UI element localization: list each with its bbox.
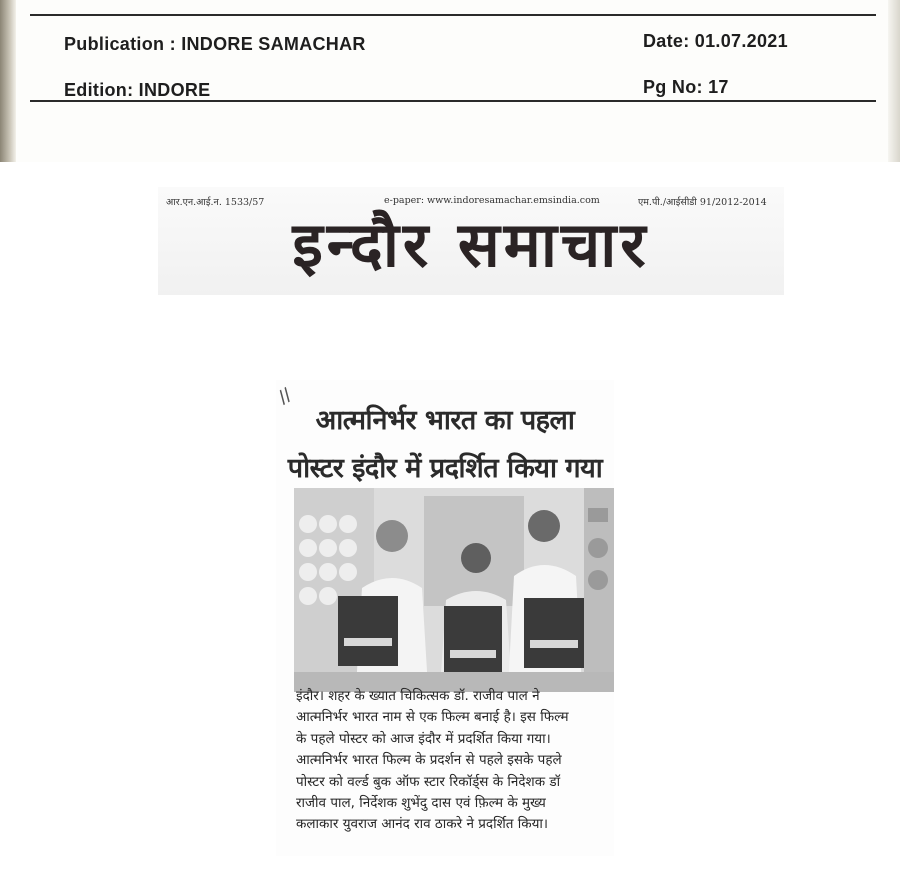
newspaper-masthead [158,187,784,295]
masthead-postal-reg: एम.पी./आईसीडी 91/2012-2014 [638,197,767,208]
scan-edge-left [0,0,16,162]
corner-mark: // [274,384,296,410]
body-line: इंदौर। शहर के ख्यात चिकित्सक डॉ. राजीव पाल ने [296,688,540,704]
page-number-label: Pg No: 17 [643,77,729,97]
clipping-header [0,0,900,162]
body-line: के पहले पोस्टर को आज इंदौर में प्रदर्शित किया गया। [296,730,551,747]
article-headline-line2: पोस्टर इंदौर में प्रदर्शित किया गया [287,453,603,484]
body-line: पोस्टर को वर्ल्ड बुक ऑफ स्टार रिकॉर्ड्स के निदेशक डॉ [296,773,561,790]
article-body [296,686,614,836]
body-line: आत्मनिर्भर भारत फिल्म के प्रदर्शन से पहले इसके पहले [296,752,562,769]
article-clipping [276,380,614,856]
article-photo [294,488,614,692]
edition-label: Edition: INDORE [64,80,211,100]
publication-label: Publication : INDORE SAMACHAR [64,34,366,54]
body-line: कलाकार युवराज आनंद राव ठाकरे ने प्रदर्शित किया। [296,816,549,833]
article-headline-line1: आत्मनिर्भर भारत का पहला [315,405,575,436]
header-bottom-rule [30,100,876,102]
body-line: आत्मनिर्भर भारत नाम से एक फिल्म बनाई है। इस फिल्म [296,709,569,726]
date-label: Date: 01.07.2021 [643,31,788,51]
masthead-epaper-url: e-paper: www.indoresamachar.emsindia.com [384,195,600,206]
masthead-title: इन्दौर समाचार [292,208,650,281]
photo-illustration [294,488,614,692]
masthead-reg-number: आर.एन.आई.न. 1533/57 [166,197,265,208]
scan-edge-right [888,0,900,162]
body-line: राजीव पाल, निर्देशक शुभेंदु दास एवं फ़िल्म के मुख्य [296,795,546,812]
header-top-rule [30,14,876,16]
